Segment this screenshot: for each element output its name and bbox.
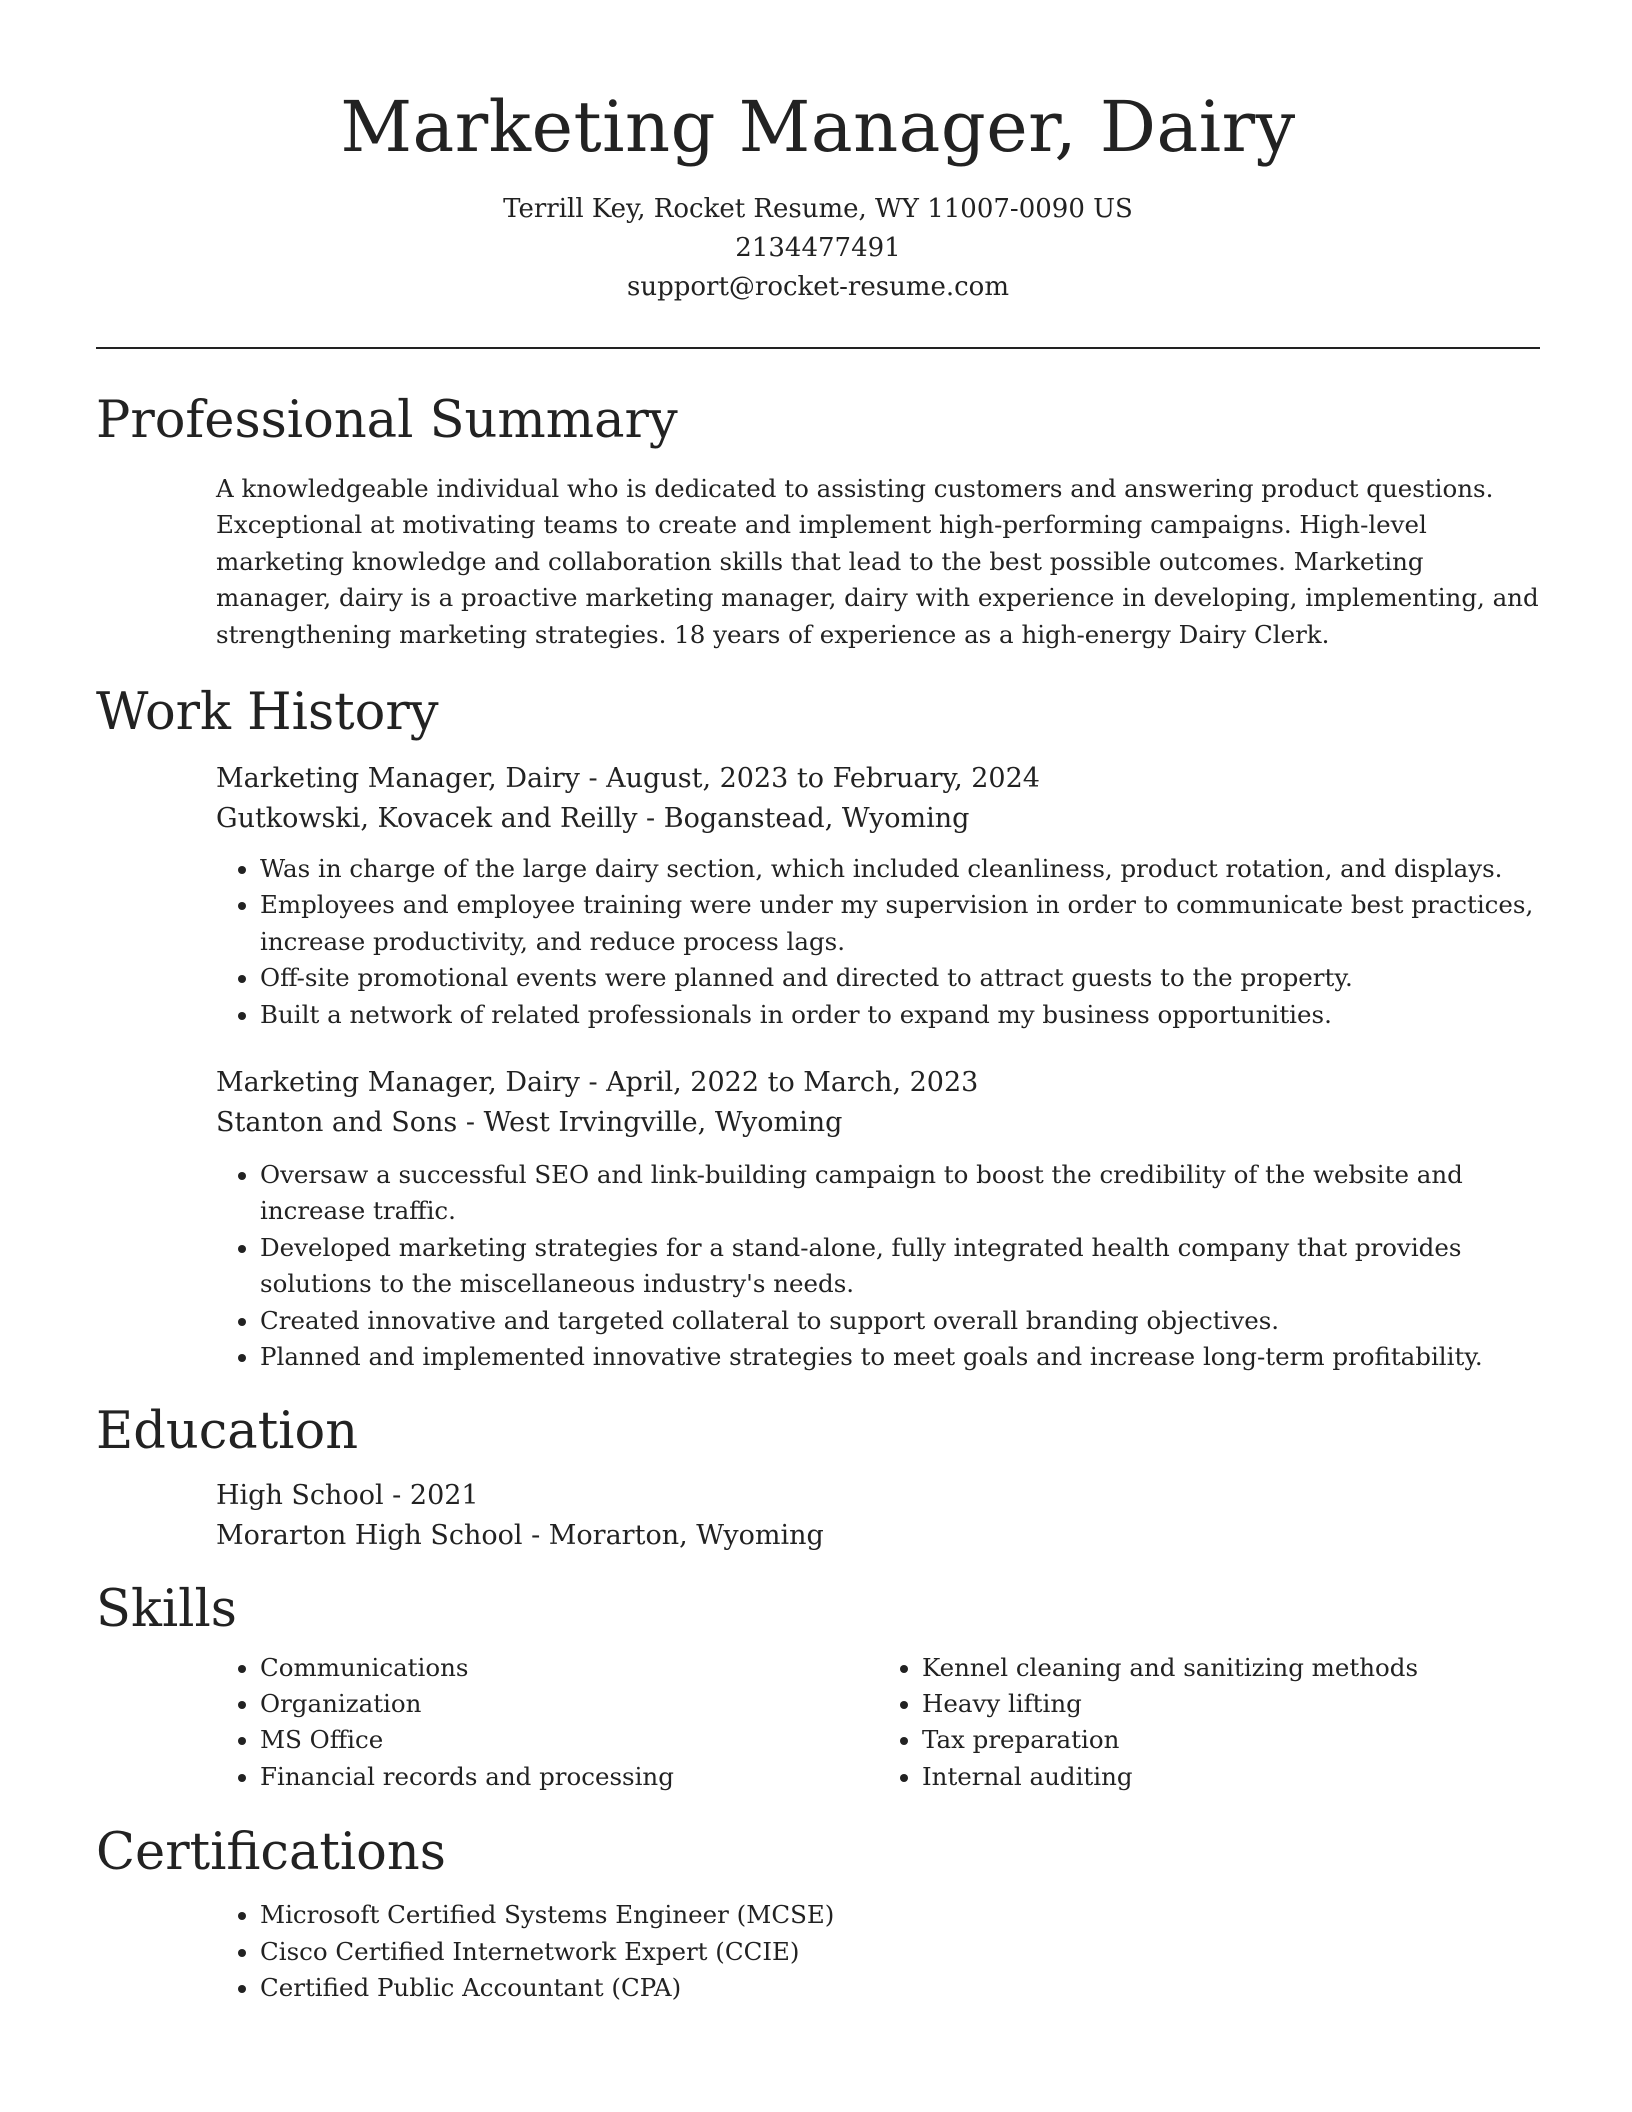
skill-item: • Financial records and processing <box>260 1759 878 1795</box>
job-bullet: • Created innovative and targeted collateral to support overall branding objectives. <box>260 1303 1540 1339</box>
job-bullet: • Planned and implemented innovative strategies to meet goals and increase long-term profitability. <box>260 1339 1540 1375</box>
education-year: 2021 <box>409 1479 479 1511</box>
certifications-list <box>216 1897 1540 2006</box>
skill-item: • Kennel cleaning and sanitizing methods <box>922 1650 1540 1686</box>
job-company-line: Gutkowski, Kovacek and Reilly - Boganstead, Wyoming <box>216 803 970 835</box>
skills-heading: Skills <box>96 1579 237 1639</box>
job-location: West Irvingville, Wyoming <box>483 1107 843 1139</box>
job-bullet: • Off-site promotional events were planned and directed to attract guests to the property. <box>260 960 1540 996</box>
summary-heading: Professional Summary <box>96 391 678 450</box>
certification-item: • Microsoft Certified Systems Engineer (MCSE) <box>260 1897 1540 1933</box>
education-school: Morarton High School <box>216 1519 523 1551</box>
job-title-line: Marketing Manager, Dairy - April, 2022 to March, 2023 <box>216 1067 979 1099</box>
resume-header <box>96 0 1540 307</box>
job-position: Marketing Manager, Dairy <box>216 1067 580 1099</box>
contact-email: support@rocket-resume.com <box>626 272 1009 302</box>
job-dates: August, 2023 to February, 2024 <box>606 763 1040 795</box>
job-entry <box>96 759 1540 1033</box>
header-divider <box>96 347 1540 349</box>
skills-section <box>96 1578 1540 1796</box>
skill-item: • MS Office <box>260 1722 878 1758</box>
job-company-line: Stanton and Sons - West Irvingville, Wyoming <box>216 1107 843 1139</box>
skill-item: • Heavy lifting <box>922 1686 1540 1722</box>
contact-address: Terrill Key, Rocket Resume, WY 11007-0090 US <box>503 194 1133 224</box>
skill-item: • Tax preparation <box>922 1722 1540 1758</box>
education-school-line: Morarton High School - Morarton, Wyoming <box>216 1519 824 1551</box>
education-location: Morarton, Wyoming <box>548 1519 824 1551</box>
job-location: Boganstead, Wyoming <box>663 803 970 835</box>
contact-phone: 2134477491 <box>735 233 901 263</box>
job-bullet: • Oversaw a successful SEO and link-building campaign to boost the credibility of the website and increase traffic. <box>260 1157 1540 1230</box>
skill-item: • Organization <box>260 1686 878 1722</box>
certifications-heading: Certifications <box>96 1823 446 1883</box>
skills-list-left <box>216 1650 878 1796</box>
job-company: Gutkowski, Kovacek and Reilly <box>216 803 638 835</box>
skill-item: • Communications <box>260 1650 878 1686</box>
contact-block <box>96 190 1540 307</box>
job-company: Stanton and Sons <box>216 1107 458 1139</box>
job-entry <box>96 1063 1540 1375</box>
job-bullets <box>216 1157 1540 1375</box>
certifications-section <box>96 1821 1540 2006</box>
summary-text: A knowledgeable individual who is dedicated to assisting customers and answering product questions. Exceptional at motivating teams to create and implement high-performing campaigns. High-level marketing knowledge and collaboration skills that lead to the best possible outcomes. Marketing manager, dairy is a proactive marketing manager, dairy with experience in developing, implementing, and strengthening marketing strategies. 18 years of experience as a high-energy Dairy Clerk. <box>216 474 1539 649</box>
job-bullet: • Developed marketing strategies for a stand-alone, fully integrated health company that provides solutions to the miscellaneous industry's needs. <box>260 1230 1540 1303</box>
skills-columns <box>96 1650 1540 1796</box>
job-bullet: • Was in charge of the large dairy section, which included cleanliness, product rotation, and displays. <box>260 851 1540 887</box>
job-bullet: • Employees and employee training were under my supervision in order to communicate best practices, increase productivity, and reduce process lags. <box>260 887 1540 960</box>
skills-list-right <box>878 1650 1540 1796</box>
education-degree: High School <box>216 1479 384 1511</box>
resume-name: Marketing Manager, Dairy <box>340 86 1296 168</box>
job-bullets <box>216 851 1540 1033</box>
work-heading: Work History <box>96 683 439 743</box>
education-degree-line: High School - 2021 <box>216 1479 479 1511</box>
certification-item: • Cisco Certified Internetwork Expert (CCIE) <box>260 1934 1540 1970</box>
summary-section <box>96 389 1540 653</box>
resume-page <box>96 0 1540 2006</box>
job-bullet: • Built a network of related professionals in order to expand my business opportunities. <box>260 997 1540 1033</box>
certification-item: • Certified Public Accountant (CPA) <box>260 1970 1540 2006</box>
job-dates: April, 2022 to March, 2023 <box>606 1067 979 1099</box>
job-title-line: Marketing Manager, Dairy - August, 2023 to February, 2024 <box>216 763 1040 795</box>
work-section <box>96 681 1540 1375</box>
skill-item: • Internal auditing <box>922 1759 1540 1795</box>
education-section <box>96 1400 1540 1556</box>
job-position: Marketing Manager, Dairy <box>216 763 580 795</box>
education-heading: Education <box>96 1401 359 1461</box>
